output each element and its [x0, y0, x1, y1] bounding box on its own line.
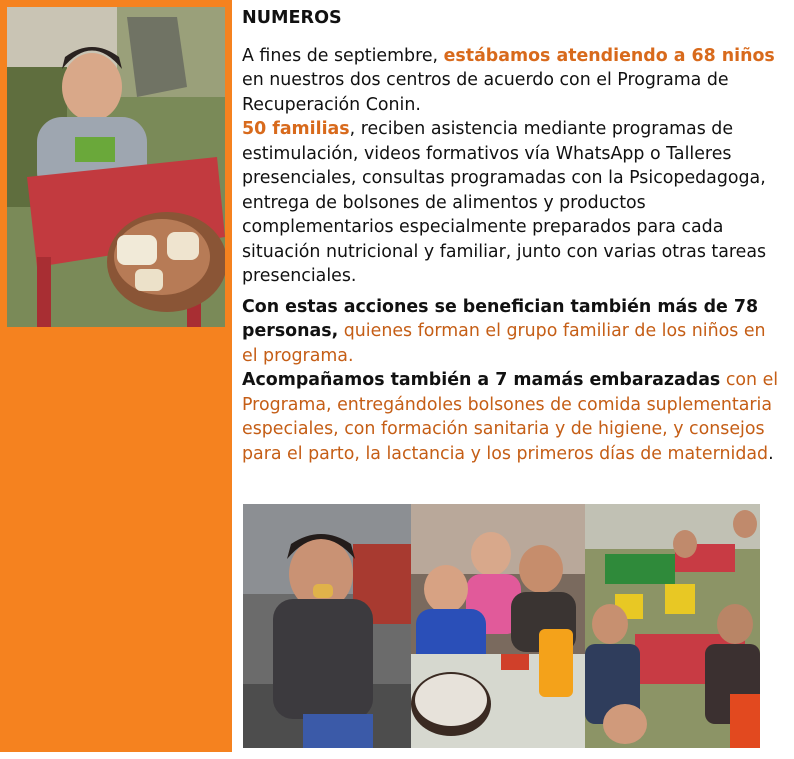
para1-text-b: en nuestros dos centros de acuerdo con el Programa de Recuperación Conin. — [242, 70, 729, 115]
children-with-cake-photo — [411, 504, 585, 748]
para4-bold: Acompañamos también a 7 mamás embarazadas — [242, 370, 721, 390]
paragraph-children-served — [242, 44, 782, 118]
section-heading: NUMEROS — [242, 8, 342, 28]
children-at-tables-photo — [585, 504, 760, 748]
para3-bold: Con estas acciones se benefician también más de 78 personas, — [242, 296, 759, 341]
para1-highlight: estábamos atendiendo a 68 niños — [443, 45, 775, 66]
para1-text-a: A fines de septiembre, — [242, 45, 444, 66]
para2-highlight: 50 familias — [242, 119, 350, 139]
para4-orange: con el Programa, entregándoles bolsones de comida suplementaria especiales, con formación sanitaria y de higiene, y consejos para el parto, la lactancia y los primeros días de maternidad — [242, 370, 779, 464]
child-eating-photo — [243, 504, 411, 748]
paragraph-families — [242, 117, 782, 289]
paragraph-beneficiaries — [242, 295, 782, 369]
para3-orange: quienes forman el grupo familiar de los niños en el programa. — [242, 321, 766, 366]
para4-tail: . — [768, 443, 774, 464]
article-text — [242, 6, 782, 466]
child-at-table-photo — [7, 7, 225, 327]
para2-text: , reciben asistencia mediante programas de estimulación, videos formativos vía WhatsApp o Talleres presenciales, consultas programadas con la Psicopedagoga, entrega de bolsones de alimentos y productos complementarios especialmente preparados para cada situación nutricional y familiar, junto con varias otras tareas presenciales. — [242, 119, 767, 286]
paragraph-pregnant-mothers — [242, 368, 782, 466]
